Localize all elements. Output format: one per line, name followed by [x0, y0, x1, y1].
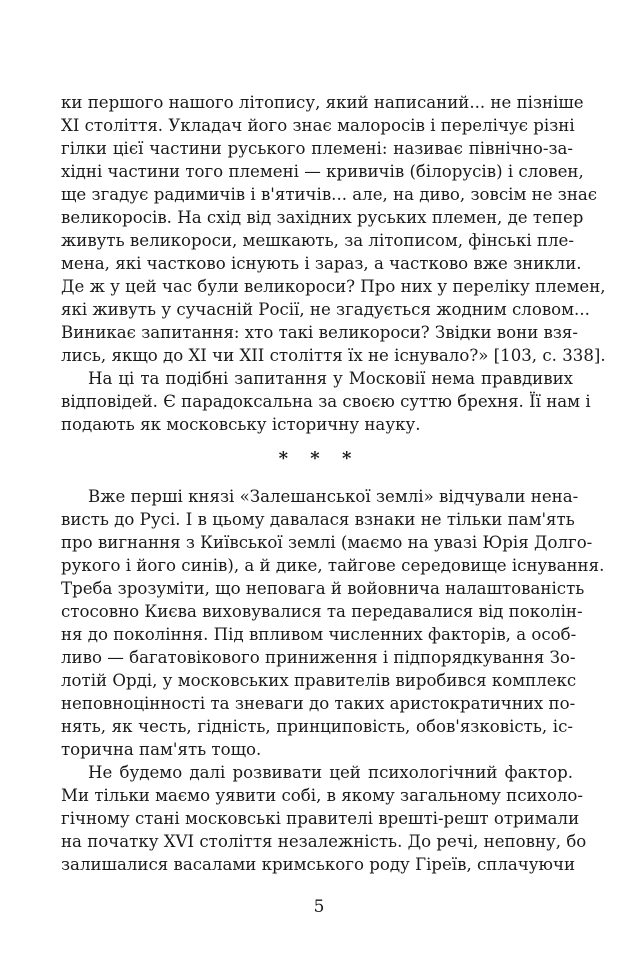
text-line: лотій Орді, у московських правителів виробився комплекс: [61, 671, 577, 690]
text-line: Ми тільки маємо уявити собі, в якому загальному психоло-: [61, 786, 584, 805]
text-line: мена, які частково існують і зараз, а частково вже зникли.: [61, 254, 582, 273]
text-line: нять, як честь, гідність, принциповість, обов'язковість, іс-: [61, 717, 573, 736]
text-line: залишалися васалами кримського роду Гіреїв, сплачуючи: [61, 855, 576, 874]
text-line: неповноцінності та зневаги до таких аристократичних по-: [61, 694, 576, 713]
text-line: гічному стані московські правителі врешті-решт отримали: [61, 809, 580, 828]
text-line: На ці та подібні запитання у Московії нема правдивих: [88, 369, 573, 388]
text-line: торична пам'ять тощо.: [61, 740, 262, 759]
page-number: 5: [313, 897, 325, 917]
text-line: про вигнання з Київської землі (маємо на увазі Юрія Долго-: [61, 533, 593, 552]
text-line: живуть великороси, мешкають, за літописом, фінські пле-: [61, 231, 574, 250]
text-line: Не будемо далі розвивати цей психологічний фактор.: [88, 763, 573, 782]
text-line: ки першого нашого літопису, який написаний... не пізніше: [61, 93, 584, 112]
text-line: Треба зрозуміти, що неповага й войовнича налаштованість: [61, 579, 585, 598]
text-line: на початку XVI століття незалежність. До речі, неповну, бо: [61, 832, 587, 851]
text-line: Де ж у цей час були великороси? Про них у переліку племен,: [61, 277, 606, 296]
text-line: рукого і його синів), а й дике, тайгове середовище існування.: [61, 556, 605, 575]
text-line: відповідей. Є парадоксальна за своєю суттю брехня. Її нам і: [61, 392, 591, 411]
text-line: подають як московську історичну науку.: [61, 415, 421, 434]
text-line: висть до Русі. І в цьому давалася взнаки не тільки пам'ять: [61, 510, 575, 529]
text-line: великоросів. На схід від західних руських племен, де тепер: [61, 208, 584, 227]
text-line: Вже перші князі «Залешанської землі» відчували нена-: [88, 487, 579, 506]
text-line: стосовно Києва виховувалися та передавалися від поколін-: [61, 602, 583, 621]
text-line: які живуть у сучасній Росії, не згадується жодним словом...: [61, 300, 590, 319]
text-line: XI століття. Укладач його знає малоросів і перелічує різні: [61, 116, 575, 135]
section-separator: * * *: [278, 448, 360, 469]
text-line: ще згадує радимичів і в'ятичів... але, на диво, зовсім не знає: [61, 185, 598, 204]
text-line: ня до покоління. Під впливом численних факторів, а особ-: [61, 625, 577, 644]
text-line: Виникає запитання: хто такі великороси? Звідки вони взя-: [61, 323, 578, 342]
text-line: гілки цієї частини руського племені: називає північно-за-: [61, 139, 573, 158]
text-line: лись, якщо до XI чи XII століття їх не існувало?» [103, с. 338].: [61, 346, 606, 365]
text-line: хідні частини того племені — кривичів (білорусів) і словен,: [61, 162, 584, 181]
text-line: ливо — багатовікового приниження і підпорядкування Зо-: [61, 648, 576, 667]
